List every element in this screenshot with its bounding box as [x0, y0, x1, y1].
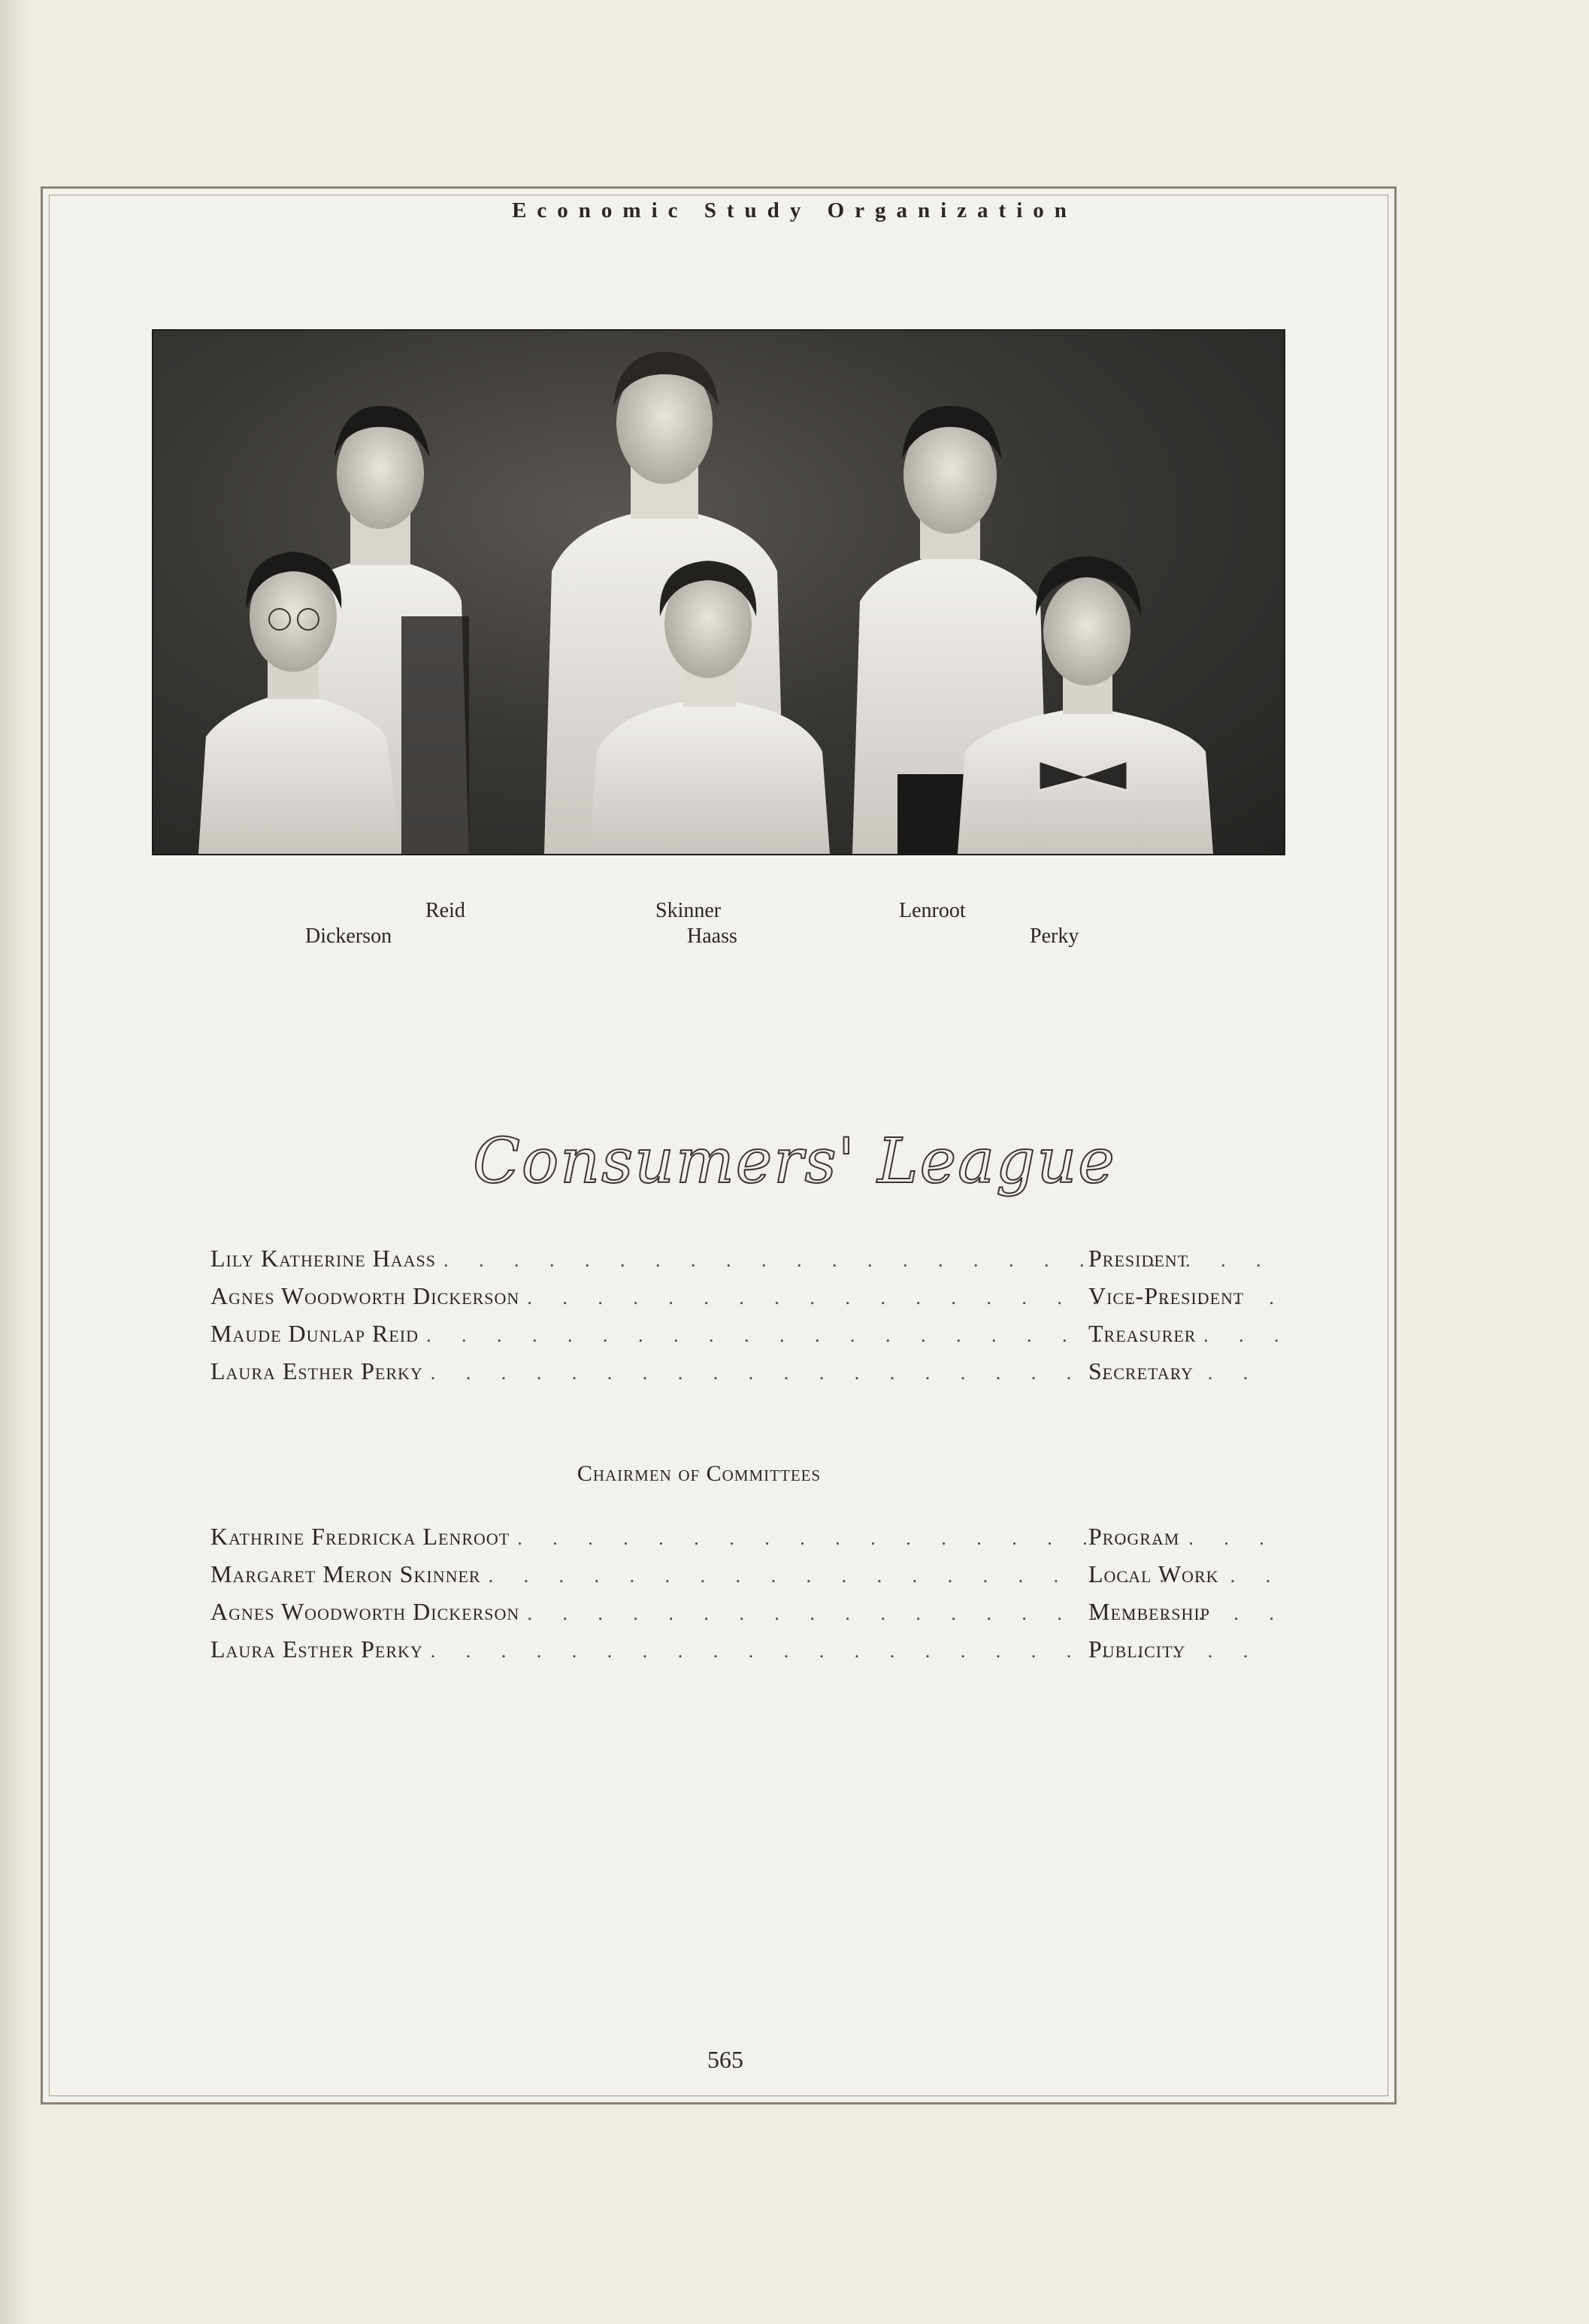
officer-role: Vice-President: [1088, 1282, 1245, 1309]
officer-role: President: [1088, 1245, 1189, 1272]
committee-name: Membership: [1088, 1598, 1210, 1625]
officer-row: [210, 1282, 1285, 1315]
caption-back-lenroot: Lenroot: [899, 899, 966, 922]
committee-name: Local Work: [1088, 1560, 1219, 1587]
running-head: Economic Study Organization: [512, 198, 1077, 222]
committee-row: [210, 1523, 1285, 1556]
committee-row: [210, 1598, 1285, 1631]
caption-front-haass: Haass: [687, 924, 737, 948]
committee-chair-name: Margaret Meron Skinner: [210, 1560, 481, 1587]
committee-chair-name: Kathrine Fredricka Lenroot: [210, 1523, 510, 1550]
committee-chair-name: Agnes Woodworth Dickerson: [210, 1598, 520, 1625]
committee-name: Program: [1088, 1523, 1180, 1550]
page-title: Consumers' League: [473, 1126, 1116, 1197]
officer-row: [210, 1357, 1285, 1390]
committee-chair-name: Laura Esther Perky: [210, 1636, 423, 1663]
officer-row: [210, 1245, 1285, 1278]
officer-name: Lily Katherine Haass: [210, 1245, 437, 1272]
officer-name: Agnes Woodworth Dickerson: [210, 1282, 520, 1309]
committee-row: [210, 1560, 1285, 1593]
officer-role: Secretary: [1088, 1357, 1194, 1384]
committee-name: Publicity: [1088, 1636, 1186, 1663]
caption-back-reid: Reid: [425, 899, 465, 922]
page-number: 565: [707, 2046, 743, 2073]
officer-role: Treasurer: [1088, 1320, 1197, 1347]
caption-back-skinner: Skinner: [655, 899, 722, 922]
officer-name: Laura Esther Perky: [210, 1357, 423, 1384]
group-photo-illustration: [153, 331, 1284, 854]
officer-name: Maude Dunlap Reid: [210, 1320, 419, 1347]
caption-front-dickerson: Dickerson: [305, 924, 392, 948]
group-photograph: [152, 329, 1285, 855]
caption-front-perky: Perky: [1030, 924, 1079, 948]
committees-heading: Chairmen of Committees: [577, 1461, 822, 1486]
committee-row: [210, 1636, 1285, 1669]
officer-row: [210, 1320, 1285, 1353]
